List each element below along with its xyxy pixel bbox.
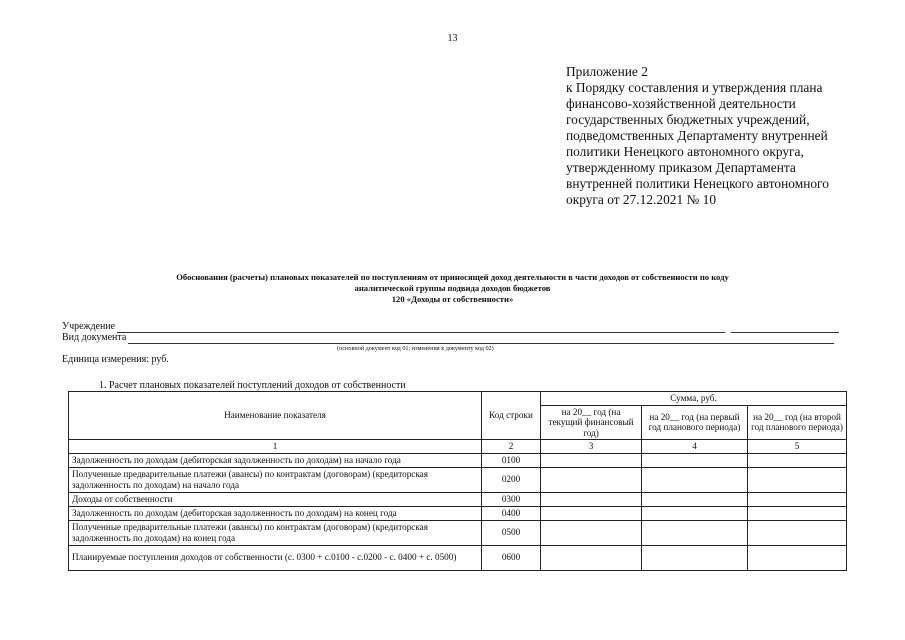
value-cell[interactable] <box>541 492 642 506</box>
value-cell[interactable] <box>642 520 748 545</box>
row-code: 0400 <box>482 506 541 520</box>
table-row <box>69 492 847 506</box>
row-name: Задолженность по доходам (дебиторская задолженность по доходам) на конец года <box>69 506 482 520</box>
column-index: 1 <box>69 440 482 454</box>
unit-of-measure: Единица измерения: руб. <box>62 354 169 365</box>
header-year-plan-2: на 20__ год (на второй год планового периода) <box>748 405 847 440</box>
value-cell[interactable] <box>642 545 748 570</box>
value-cell[interactable] <box>748 453 847 467</box>
value-cell[interactable] <box>541 453 642 467</box>
value-cell[interactable] <box>748 492 847 506</box>
row-code: 0100 <box>482 453 541 467</box>
doc-type-hint: (основной документ код 01; изменения к документу код 02) <box>337 345 494 352</box>
table-row <box>69 467 847 492</box>
value-cell[interactable] <box>541 506 642 520</box>
column-index: 3 <box>541 440 642 454</box>
document-title <box>60 272 845 305</box>
table-row <box>69 520 847 545</box>
appendix-line: округа от 27.12.2021 № 10 <box>566 192 717 207</box>
value-cell[interactable] <box>748 520 847 545</box>
value-cell[interactable] <box>748 545 847 570</box>
appendix-line: финансово-хозяйственной деятельности <box>566 96 796 111</box>
doc-type-fill-line[interactable] <box>128 333 834 344</box>
appendix-line: подведомственных Департаменту внутренней <box>566 128 828 143</box>
column-index: 5 <box>748 440 847 454</box>
doc-type-row <box>62 332 834 344</box>
calculation-table <box>68 391 847 571</box>
appendix-line: политики Ненецкого автономного округа, <box>566 144 804 159</box>
table-row <box>69 545 847 570</box>
appendix-line: к Порядку составления и утверждения плана <box>566 80 823 95</box>
header-year-current: на 20__ год (на текущий финансовый год) <box>541 405 642 440</box>
row-code: 0200 <box>482 467 541 492</box>
row-code: 0600 <box>482 545 541 570</box>
table-row <box>69 453 847 467</box>
row-code: 0300 <box>482 492 541 506</box>
title-line: аналитической группы подвида доходов бюджетов <box>354 283 551 293</box>
appendix-line: государственных бюджетных учреждений, <box>566 112 810 127</box>
value-cell[interactable] <box>748 506 847 520</box>
row-code: 0500 <box>482 520 541 545</box>
row-name: Задолженность по доходам (дебиторская задолженность по доходам) на начало года <box>69 453 482 467</box>
row-name: Доходы от собственности <box>69 492 482 506</box>
value-cell[interactable] <box>748 467 847 492</box>
institution-label: Учреждение <box>62 321 116 332</box>
row-name: Планируемые поступления доходов от собственности (с. 0300 + с.0100 - с.0200 - с. 0400 + с. 0500) <box>69 545 482 570</box>
section-heading: 1. Расчет плановых показателей поступлений доходов от собственности <box>99 380 406 391</box>
title-line: 120 «Доходы от собственности» <box>391 294 514 304</box>
column-index: 2 <box>482 440 541 454</box>
column-index: 4 <box>642 440 748 454</box>
appendix-line: внутренней политики Ненецкого автономного <box>566 176 829 191</box>
value-cell[interactable] <box>541 467 642 492</box>
title-line: Обоснования (расчеты) плановых показателей по поступлениям от приносящей доход деятельности в части доходов от собственности по коду <box>176 272 729 282</box>
header-row-code: Код строки <box>482 392 541 440</box>
header-year-plan-1: на 20__ год (на первый год планового периода) <box>642 405 748 440</box>
row-name: Полученные предварительные платежи (авансы) по контрактам (договорам) (кредиторская задолженность по доходам) на начало года <box>69 467 482 492</box>
value-cell[interactable] <box>642 467 748 492</box>
appendix-line: Приложение 2 <box>566 64 648 79</box>
page-number: 13 <box>447 33 458 44</box>
header-indicator-name: Наименование показателя <box>69 392 482 440</box>
table-row <box>69 506 847 520</box>
value-cell[interactable] <box>541 545 642 570</box>
appendix-block <box>566 64 886 208</box>
row-name: Полученные предварительные платежи (авансы) по контрактам (договорам) (кредиторская задолженность по доходам) на конец года <box>69 520 482 545</box>
value-cell[interactable] <box>541 520 642 545</box>
header-sum: Сумма, руб. <box>541 392 847 406</box>
doc-type-label: Вид документа <box>62 332 127 343</box>
value-cell[interactable] <box>642 492 748 506</box>
appendix-line: утвержденному приказом Департамента <box>566 160 796 175</box>
value-cell[interactable] <box>642 453 748 467</box>
column-index-row <box>69 440 847 454</box>
value-cell[interactable] <box>642 506 748 520</box>
